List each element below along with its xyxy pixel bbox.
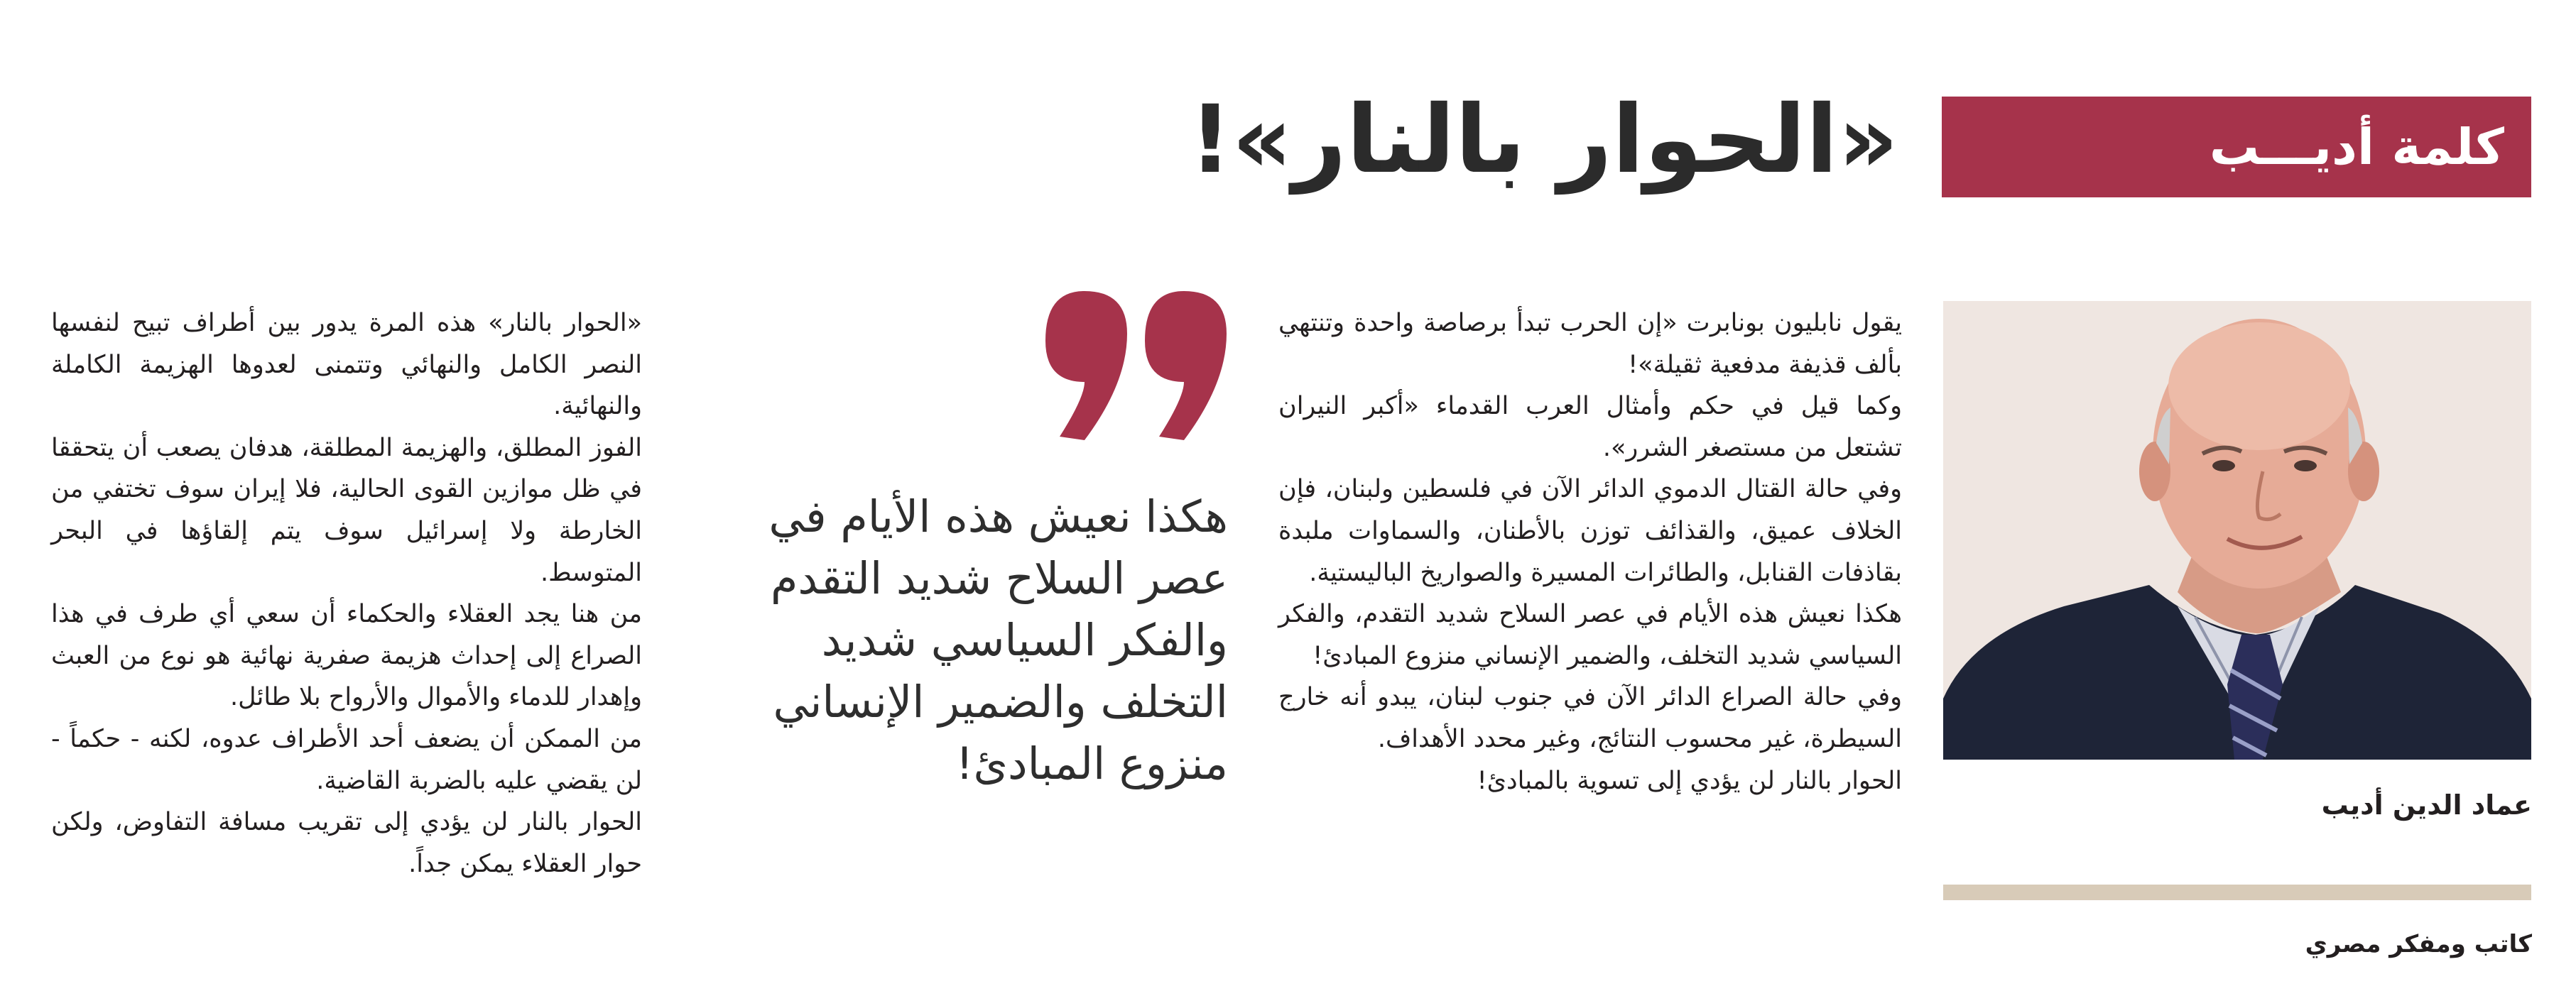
article-column-left [51, 302, 642, 885]
paragraph: من الممكن أن يضعف أحد الأطراف عدوه، لكنه - حكماً - لن يقضي عليه بالضربة القاضية. [51, 724, 642, 795]
paragraph: من هنا يجد العقلاء والحكماء أن سعي أي طرف في هذا الصراع إلى إحداث هزيمة صفرية نهائية هو نوع من العبث وإهدار للدماء والأموال والأرواح بلا طائل. [51, 600, 642, 712]
paragraph: وفي حالة القتال الدموي الدائر الآن في فلسطين ولبنان، فإن الخلاف عميق، والقذائف توزن بالأطنان، والسماوات ملبدة بقاذفات القنابل، والطائرات المسيرة والصواريخ الباليستية. [1278, 475, 1902, 587]
paragraph: يقول نابليون بونابرت «إن الحرب تبدأ برصاصة واحدة وتنتهي بألف قذيفة مدفعية ثقيلة»! [1278, 309, 1902, 379]
paragraph: وكما قيل في حكم وأمثال العرب القدماء «أكبر النيران تشتعل من مستصغر الشرر». [1278, 392, 1902, 462]
quotation-mark-icon [1038, 291, 1237, 447]
column-name: كلمة أديـــب [2209, 118, 2504, 176]
paragraph: الحوار بالنار لن يؤدي إلى تسوية بالمبادئ! [1477, 766, 1902, 795]
paragraph: الفوز المطلق، والهزيمة المطلقة، هدفان يصعب أن يتحققا في ظل موازين القوى الحالية، فلا إيران سوف تختفي من الخارطة ولا إسرائيل سوف يتم إلقاؤها في البحر المتوسط. [51, 433, 642, 587]
author-photo [1943, 301, 2531, 760]
paragraph: وفي حالة الصراع الدائر الآن في جنوب لبنان، يبدو أنه خارج السيطرة، غير محسوب النتائج، وغير محدد الأهداف. [1278, 683, 1902, 753]
author-role: كاتب ومفكر مصري [2305, 930, 2532, 958]
author-name: عماد الدين أديب [2321, 789, 2532, 821]
article-column-right [1278, 302, 1902, 802]
page-title: «الحوار بالنار»! [1189, 85, 1898, 195]
column-name-badge [1942, 97, 2531, 197]
paragraph: «الحوار بالنار» هذه المرة يدور بين أطراف تبيح لنفسها النصر الكامل والنهائي وتتمنى لعدوها الهزيمة الكاملة والنهائية. [51, 309, 642, 421]
pull-quote: هكذا نعيش هذه الأيام في عصر السلاح شديد التقدم والفكر السياسي شديد التخلف والضمير الإنساني منزوع المبادئ! [768, 491, 1228, 789]
author-portrait [1943, 301, 2531, 760]
divider [1943, 885, 2531, 900]
paragraph: الحوار بالنار لن يؤدي إلى تقريب مسافة التفاوض، ولكن حوار العقلاء يمكن جداً. [51, 808, 642, 878]
paragraph: هكذا نعيش هذه الأيام في عصر السلاح شديد التقدم، والفكر السياسي شديد التخلف، والضمير الإنساني منزوع المبادئ! [1278, 600, 1902, 670]
